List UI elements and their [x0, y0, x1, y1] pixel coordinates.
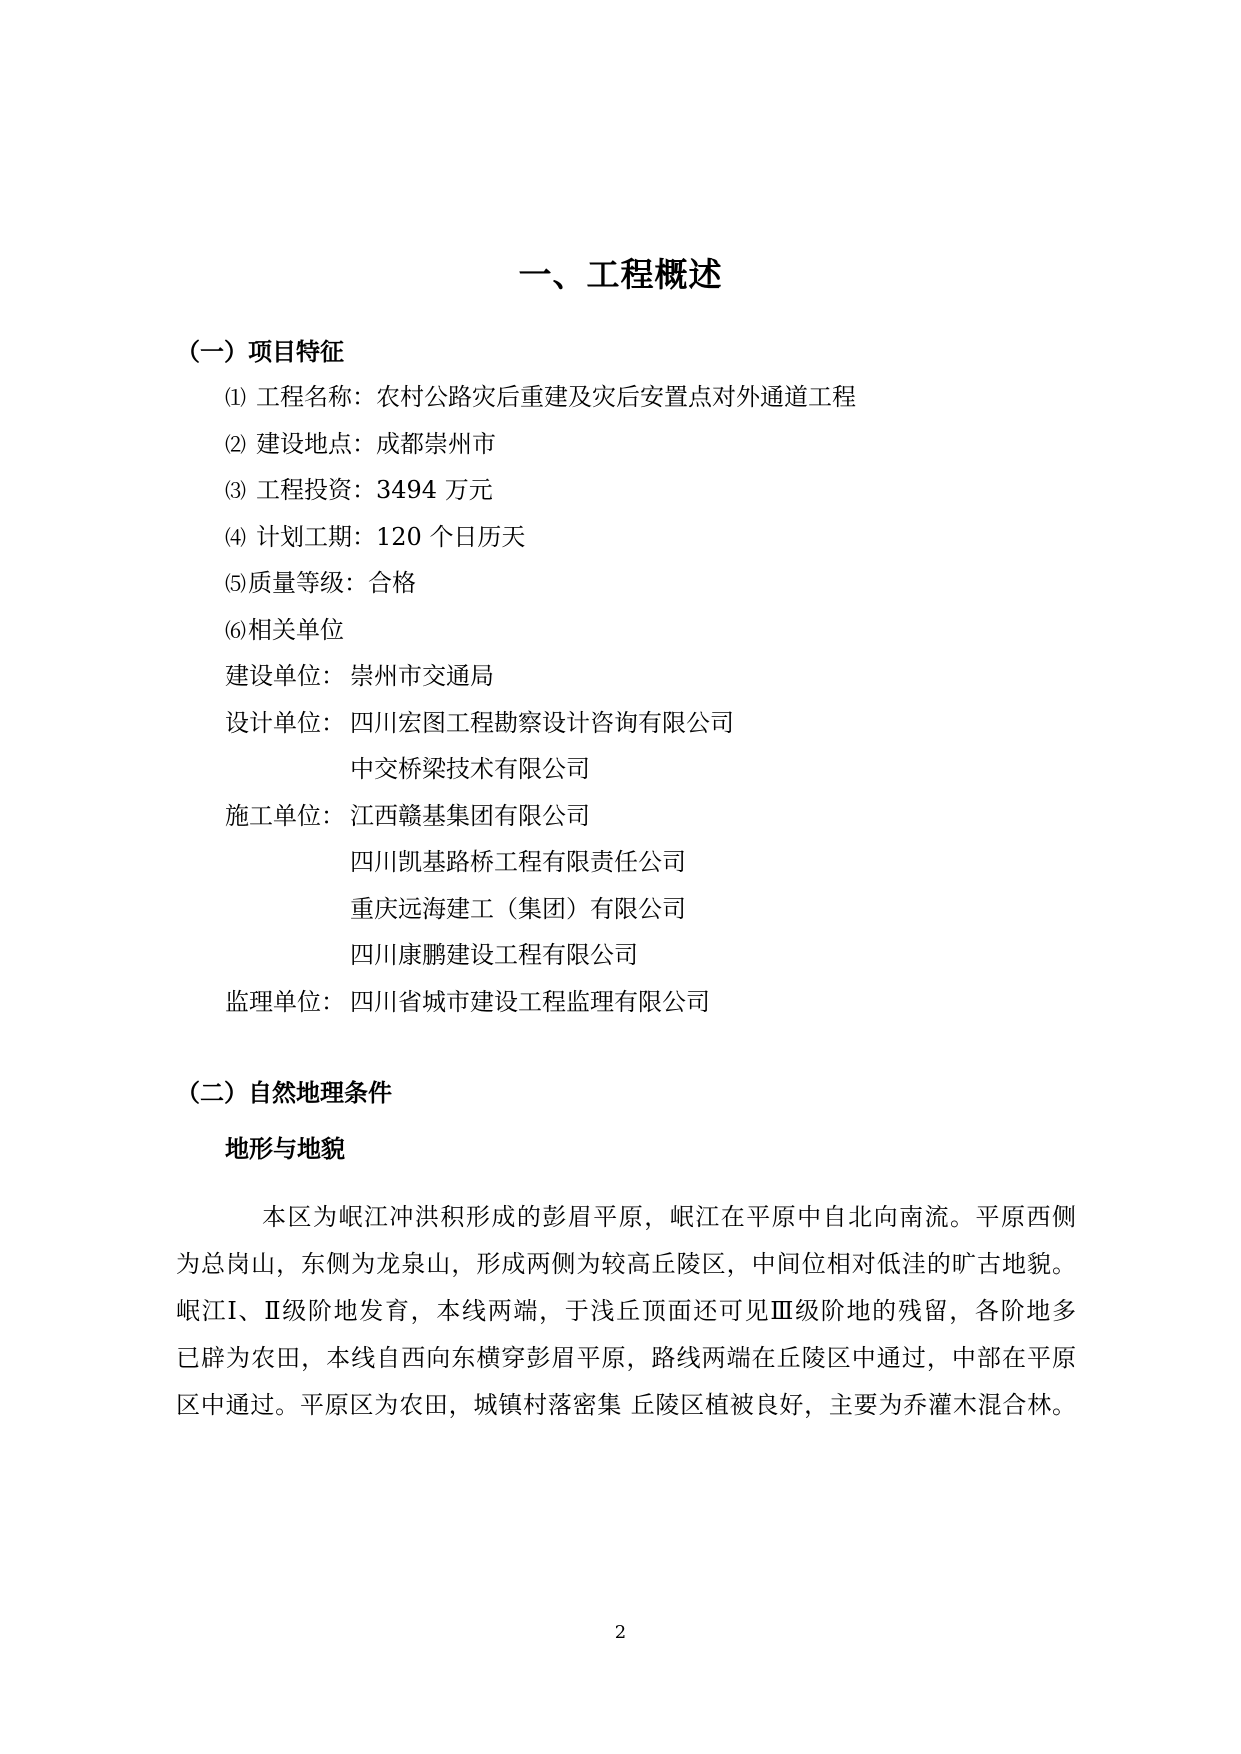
- unit-row-design: [225, 711, 734, 735]
- item-number: ⑴: [225, 386, 246, 410]
- item-number: ⑷: [225, 526, 246, 550]
- item-value: 120 个日历天: [376, 523, 526, 551]
- page-title: 一、工程概述: [518, 255, 723, 294]
- unit-label: 建设单位：: [225, 662, 345, 690]
- item-investment: [225, 478, 493, 502]
- section-heading-project-features: （一）项目特征: [176, 338, 344, 366]
- item-label: 工程名称：: [256, 383, 376, 411]
- unit-label: 施工单位：: [225, 802, 345, 830]
- item-value: 3494 万元: [376, 476, 493, 504]
- unit-value: 中交桥梁技术有限公司: [350, 755, 590, 783]
- paragraph-line: 区中通过。平原区为农田，城镇村落密集 丘陵区植被良好，主要为乔灌木混合林。: [176, 1391, 1076, 1419]
- unit-row-contractor-4: [225, 943, 638, 967]
- page-number: 2: [614, 1622, 627, 1643]
- unit-row-supervision: [225, 990, 710, 1014]
- unit-row-contractor-3: [225, 897, 686, 921]
- unit-row-contractor: [225, 804, 590, 828]
- unit-row-contractor-2: [225, 850, 686, 874]
- unit-row-owner: [225, 664, 494, 688]
- unit-value: 四川宏图工程勘察设计咨询有限公司: [350, 709, 734, 737]
- item-schedule: [225, 525, 525, 549]
- item-value: 合格: [368, 569, 416, 597]
- unit-label: 设计单位：: [225, 709, 345, 737]
- item-value: 成都崇州市: [376, 430, 496, 458]
- paragraph-line: 为总岗山，东侧为龙泉山，形成两侧为较高丘陵区，中间位相对低洼的旷古地貌。: [176, 1250, 1076, 1278]
- unit-label: 监理单位：: [225, 988, 345, 1016]
- item-label: 工程投资：: [256, 476, 376, 504]
- item-label: 相关单位: [248, 616, 344, 644]
- unit-row-design-2: [225, 757, 590, 781]
- item-label: 质量等级：: [248, 569, 368, 597]
- unit-value: 四川省城市建设工程监理有限公司: [350, 988, 710, 1016]
- item-quality: [225, 571, 416, 595]
- item-location: [225, 432, 496, 456]
- item-related-units: [225, 618, 344, 642]
- subheading-terrain: 地形与地貌: [225, 1135, 345, 1163]
- paragraph-line: 岷江Ⅰ、Ⅱ级阶地发育，本线两端，于浅丘顶面还可见Ⅲ级阶地的残留，各阶地多: [176, 1297, 1076, 1325]
- item-number: ⑸: [225, 572, 246, 596]
- paragraph-line: 已辟为农田，本线自西向东横穿彭眉平原，路线两端在丘陵区中通过，中部在平原: [176, 1344, 1076, 1372]
- unit-value: 四川凯基路桥工程有限责任公司: [350, 848, 686, 876]
- paragraph-line: 本区为岷江冲洪积形成的彭眉平原，岷江在平原中自北向南流。平原西侧: [262, 1203, 1076, 1231]
- item-value: 农村公路灾后重建及灾后安置点对外通道工程: [376, 383, 856, 411]
- item-number: ⑵: [225, 433, 246, 457]
- item-number: ⑶: [225, 479, 246, 503]
- unit-value: 四川康鹏建设工程有限公司: [350, 941, 638, 969]
- item-project-name: [225, 385, 856, 409]
- unit-value: 重庆远海建工（集团）有限公司: [350, 895, 686, 923]
- unit-value: 崇州市交通局: [350, 662, 494, 690]
- item-number: ⑹: [225, 619, 246, 643]
- item-label: 计划工期：: [256, 523, 376, 551]
- section-heading-natural-conditions: （二）自然地理条件: [176, 1079, 392, 1107]
- unit-value: 江西赣基集团有限公司: [350, 802, 590, 830]
- item-label: 建设地点：: [256, 430, 376, 458]
